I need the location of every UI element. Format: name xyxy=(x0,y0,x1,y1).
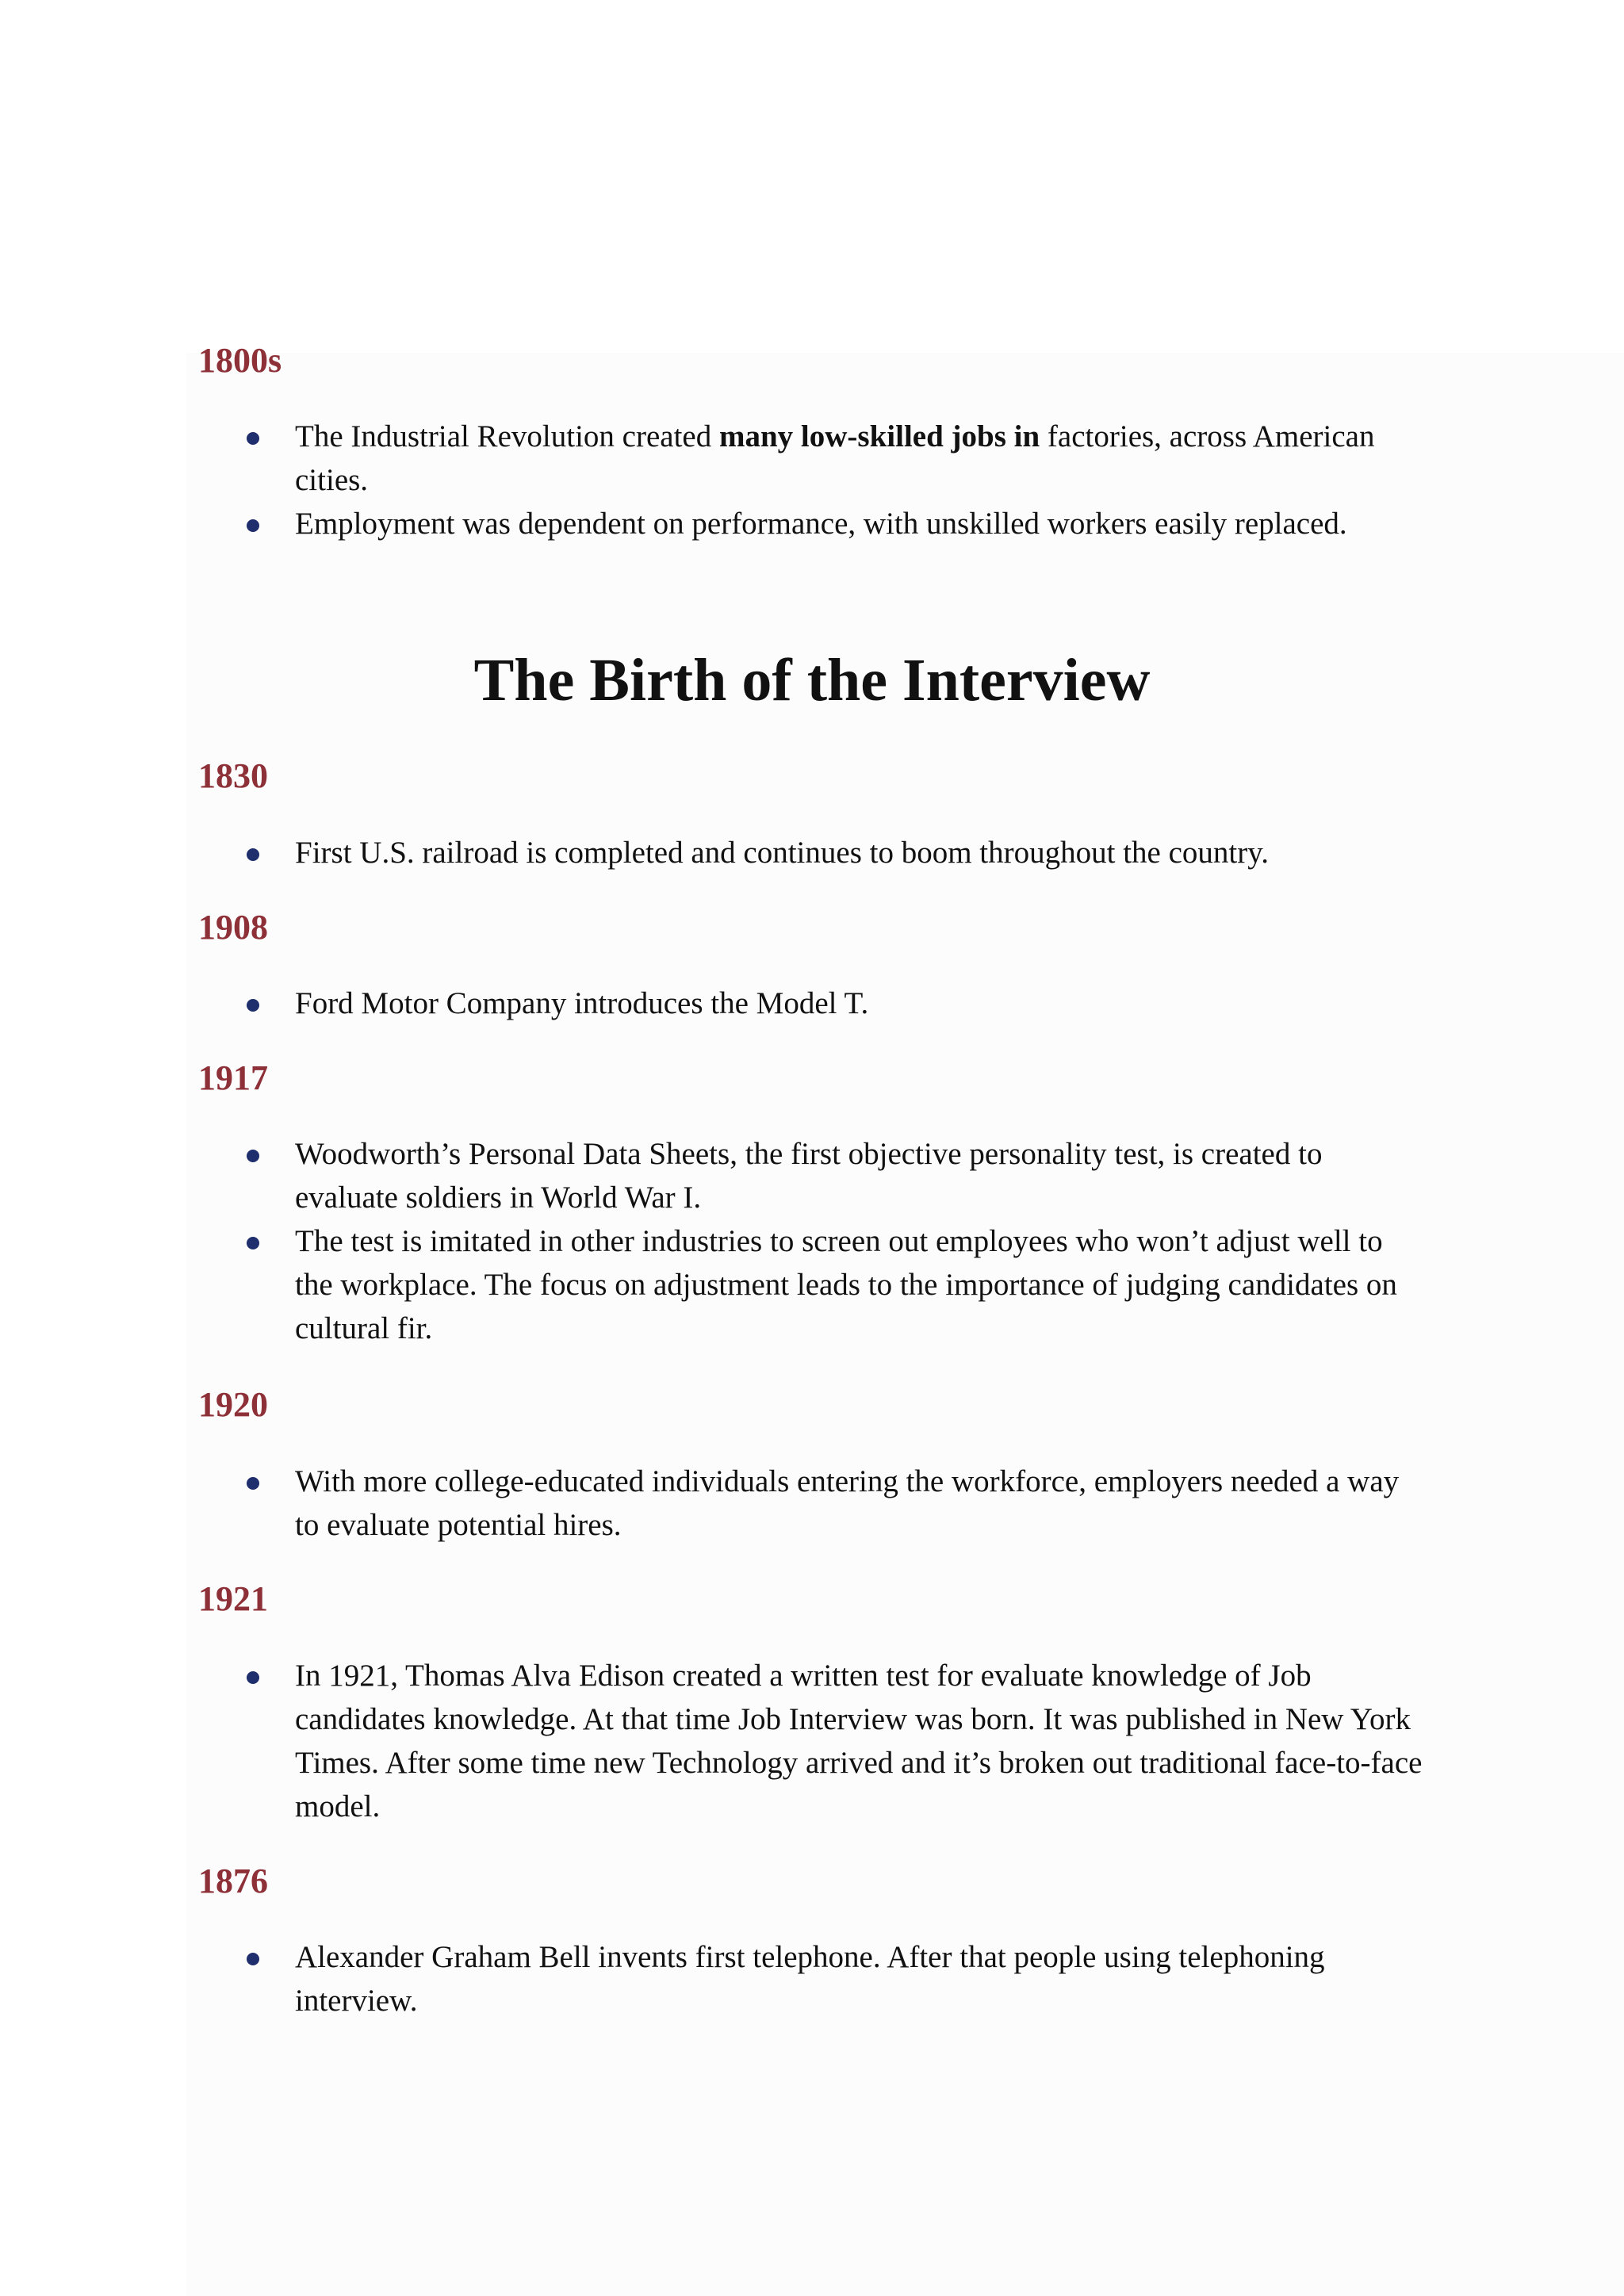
bullet-list-1917 xyxy=(0,1132,1624,1350)
list-item xyxy=(0,1935,1624,2022)
bullet-text: Employment was dependent on performance, with unskilled workers easily replaced. xyxy=(295,507,1347,541)
bullet-list-1800s xyxy=(0,415,1624,545)
bullet-text: Ford Motor Company introduces the Model T. xyxy=(295,986,869,1020)
bullet-dot-icon xyxy=(247,1953,259,1965)
year-heading-1800s: 1800s xyxy=(198,341,282,380)
year-heading-1908: 1908 xyxy=(198,908,268,947)
bullet-text: In 1921, Thomas Alva Edison created a written test for evaluate knowledge of Job candidates knowledge. At that time Job Interview was born. It was published in New York Times. After some time new Technology arrived and it’s broken out traditional face-to-face model. xyxy=(295,1659,1423,1823)
bullet-text: Alexander Graham Bell invents first telephone. After that people using telephoning interview. xyxy=(295,1940,1325,2018)
list-item xyxy=(0,415,1624,502)
bullet-list-1830 xyxy=(0,831,1624,874)
year-heading-1920: 1920 xyxy=(198,1385,268,1424)
list-item xyxy=(0,982,1624,1025)
bullet-list-1908 xyxy=(0,982,1624,1025)
bullet-dot-icon xyxy=(247,432,259,445)
list-item xyxy=(0,1654,1624,1828)
bullet-text: First U.S. railroad is completed and continues to boom throughout the country. xyxy=(295,836,1269,870)
bullet-list-1876 xyxy=(0,1935,1624,2022)
bullet-dot-icon xyxy=(247,1671,259,1684)
year-heading-1921: 1921 xyxy=(198,1579,268,1618)
bullet-dot-icon xyxy=(247,848,259,861)
bullet-dot-icon xyxy=(247,1477,259,1490)
list-item xyxy=(0,1219,1624,1350)
bullet-text-end: factories, across American cities. xyxy=(295,419,1375,497)
page-title: The Birth of the Interview xyxy=(473,647,1151,714)
bullet-dot-icon xyxy=(247,1237,259,1249)
list-item xyxy=(0,1132,1624,1219)
bullet-dot-icon xyxy=(247,999,259,1012)
bullet-text-start: The Industrial Revolution created xyxy=(295,419,719,453)
list-item xyxy=(0,502,1624,545)
bullet-list-1921 xyxy=(0,1654,1624,1828)
list-item xyxy=(0,831,1624,874)
bullet-dot-icon xyxy=(247,1150,259,1162)
year-heading-1876: 1876 xyxy=(198,1862,268,1900)
bullet-dot-icon xyxy=(247,519,259,532)
bullet-text: The test is imitated in other industries to screen out employees who won’t adjust well to the workplace. The focus on adjustment leads to the importance of judging candidates on cultural fir. xyxy=(295,1224,1397,1345)
bullet-text xyxy=(295,415,1426,502)
bullet-text-bold: many low-skilled jobs in xyxy=(719,419,1040,453)
year-heading-1917: 1917 xyxy=(198,1058,268,1097)
bullet-text: Woodworth’s Personal Data Sheets, the first objective personality test, is created to evaluate soldiers in World War I. xyxy=(295,1137,1323,1215)
year-heading-1830: 1830 xyxy=(198,756,268,795)
bullet-text: With more college-educated individuals entering the workforce, employers needed a way to evaluate potential hires. xyxy=(295,1464,1400,1542)
bullet-list-1920 xyxy=(0,1460,1624,1547)
list-item xyxy=(0,1460,1624,1547)
